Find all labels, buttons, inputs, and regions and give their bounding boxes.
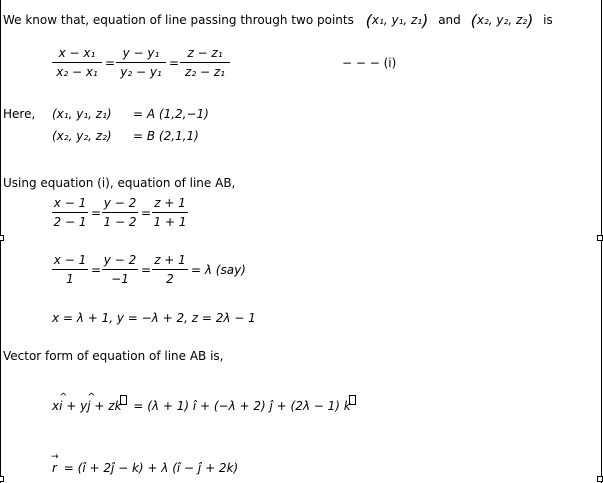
eq1-num-x: x − x₁: [58, 46, 96, 60]
eq1-tag: − − − (i): [342, 56, 397, 70]
eq1-equals-1: =: [105, 56, 116, 70]
vector-r: → r: [52, 462, 57, 474]
vector-form-heading: Vector form of equation of line AB is,: [3, 349, 224, 363]
eq3-den-z: 2: [152, 269, 188, 285]
here-point-1-lhs: (x₁, y₁, z₁): [52, 107, 112, 121]
eq3-rhs: = λ (say): [191, 263, 246, 277]
resize-handle-left[interactable]: [0, 235, 4, 241]
here-point-2-lhs: (x₂, y₂, z₂): [52, 129, 112, 143]
vec-eq2-rhs: = (î + 2ĵ − k) + λ (î − ĵ + 2k): [63, 461, 239, 475]
eq2-fraction-x: [52, 197, 88, 228]
eq3-equals-2: =: [141, 263, 152, 277]
eq2-fraction-z: [152, 197, 188, 228]
eq2-num-z: z + 1: [154, 196, 186, 210]
intro-and: and: [438, 13, 461, 27]
eq3-num-z: z + 1: [154, 253, 186, 267]
eq2-equals-1: =: [91, 206, 102, 220]
using-equation-text: Using equation (i), equation of line AB,: [3, 176, 236, 190]
here-label: Here,: [3, 107, 36, 121]
point-2: (x₂, y₂, z₂): [470, 11, 534, 30]
intro-sentence: We know that, equation of line passing through two points: [3, 13, 354, 27]
intro-is: is: [543, 13, 553, 27]
point-2-coords: x₂, y₂, z₂: [476, 13, 528, 27]
vector-equation-1: [52, 395, 356, 412]
eq1-fraction-x: [52, 47, 102, 78]
eq1-fraction-y: [116, 47, 166, 78]
eq1-equals-2: =: [169, 56, 180, 70]
resize-handle-right[interactable]: [597, 235, 603, 241]
eq2-equals-2: =: [141, 206, 152, 220]
eq3-equals-1: =: [91, 263, 102, 277]
eq1-fraction-z: [180, 47, 230, 78]
eq1-den-z: z₂ − z₁: [180, 62, 230, 78]
eq1-den-y: y₂ − y₁: [116, 62, 166, 78]
eq3-fraction-x: [52, 254, 88, 285]
eq2-den-y: 1 − 2: [102, 212, 138, 228]
resize-handle-bottom-left[interactable]: [0, 476, 4, 482]
eq3-den-x: 1: [52, 269, 88, 285]
eq1-num-z: z − z₁: [187, 46, 223, 60]
left-border: [0, 0, 1, 483]
point-1-coords: x₁, y₁, z₁: [371, 13, 423, 27]
here-point-1-rhs: = A (1,2,−1): [133, 107, 209, 121]
eq3-num-y: y − 2: [103, 253, 137, 267]
eq2-den-z: 1 + 1: [152, 212, 188, 228]
vec-eq1-rhs: = (λ + 1) î + (−λ + 2) ĵ + (2λ − 1) k: [133, 399, 351, 413]
eq3-fraction-z: [152, 254, 188, 285]
vec-eq1-lhs: x^ i + y^ j + zk: [52, 399, 127, 413]
eq3-den-y: −1: [102, 269, 138, 285]
eq1-den-x: x₂ − x₁: [52, 62, 102, 78]
vector-equation-2: [52, 462, 238, 474]
parametric-equations: x = λ + 1, y = −λ + 2, z = 2λ − 1: [52, 311, 256, 325]
eq1-num-y: y − y₁: [122, 46, 160, 60]
eq2-num-x: x − 1: [53, 196, 87, 210]
eq2-den-x: 2 − 1: [52, 212, 88, 228]
here-point-2-rhs: = B (2,1,1): [133, 129, 199, 143]
eq2-fraction-y: [102, 197, 138, 228]
eq3-fraction-y: [102, 254, 138, 285]
intro-text: [3, 13, 553, 29]
eq2-num-y: y − 2: [103, 196, 137, 210]
right-border: [601, 0, 602, 483]
eq3-num-x: x − 1: [53, 253, 87, 267]
resize-handle-bottom-right[interactable]: [597, 476, 603, 482]
point-1: (x₁, y₁, z₁): [365, 11, 429, 30]
